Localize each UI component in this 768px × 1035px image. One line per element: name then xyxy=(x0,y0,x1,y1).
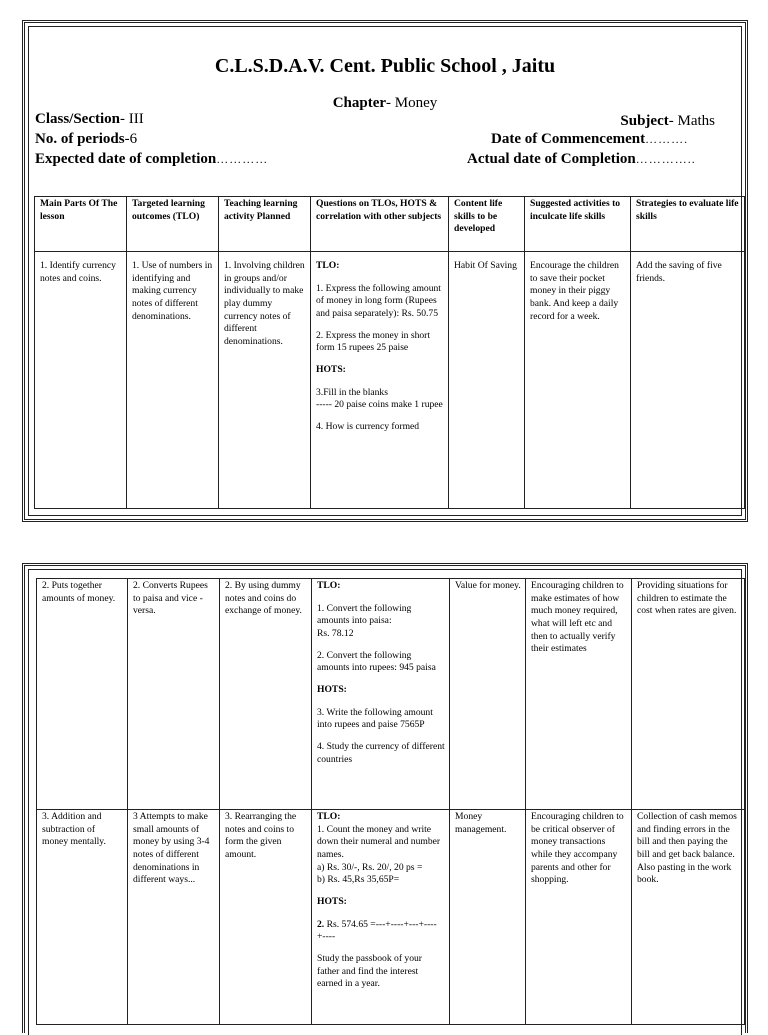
cell-activity: 3. Rearranging the notes and coins to form the given amount. xyxy=(220,810,312,1025)
question: 1. Convert the following amounts into paisa: xyxy=(317,602,412,627)
page-2 xyxy=(22,563,748,1033)
table-row xyxy=(37,810,745,1025)
page-1 xyxy=(22,20,748,522)
periods-label: No. of periods xyxy=(35,131,125,147)
header-tlo: Targeted learning outcomes (TLO) xyxy=(127,197,219,252)
class-label: Class/Section xyxy=(35,111,121,127)
question: 1. Express the following amount of money in long form (Rupees and paisa separately): Rs. 50.75 xyxy=(316,282,441,319)
chapter-line xyxy=(29,95,741,112)
question: a) Rs. 30/-, Rs. 20/, 20 ps = xyxy=(317,861,423,873)
class-section-line xyxy=(35,111,144,128)
periods-line xyxy=(35,131,137,148)
lesson-plan-table-continued xyxy=(36,578,745,1025)
tlo-label: TLO: xyxy=(317,580,341,591)
subject-value: - Maths xyxy=(668,113,715,129)
question: 4. Study the currency of different countries xyxy=(317,740,445,765)
commencement-dots: ………. xyxy=(645,132,689,146)
question: 2. Convert the following amounts into rupees: 945 paisa xyxy=(317,649,436,674)
header-life-skills: Content life skills to be developed xyxy=(449,197,525,252)
school-title: C.L.S.D.A.V. Cent. Public School , Jaitu xyxy=(214,55,556,77)
cell-life-skill: Value for money. xyxy=(450,579,526,810)
chapter-value: - Money xyxy=(386,95,438,111)
cell-questions xyxy=(312,579,450,810)
cell-main-part: 1. Identify currency notes and coins. xyxy=(35,252,127,509)
tlo-label: TLO: xyxy=(317,811,341,822)
lesson-plan-table xyxy=(34,196,745,509)
question: 2. Express the money in short form 15 rupees 25 paise xyxy=(316,329,431,354)
actual-completion-dots: ………….. xyxy=(635,152,696,166)
cell-life-skill: Money management. xyxy=(450,810,526,1025)
cell-activity: 2. By using dummy notes and coins do exchange of money. xyxy=(220,579,312,810)
table-row xyxy=(37,579,745,810)
cell-suggested-activity: Encourage the children to save their pocket money in their piggy bank. And keep a daily record for a week. xyxy=(525,252,631,509)
header-main-parts: Main Parts Of The lesson xyxy=(35,197,127,252)
cell-questions xyxy=(312,810,450,1025)
commencement-line xyxy=(491,131,688,148)
expected-completion-dots: ………… xyxy=(216,152,269,166)
question xyxy=(317,919,445,944)
subject-label: Subject xyxy=(620,113,669,129)
tlo-label: TLO: xyxy=(316,260,340,271)
cell-questions xyxy=(311,252,449,509)
question: 1. Count the money and write down their numeral and number names. xyxy=(317,823,441,860)
question-number: 2. xyxy=(317,918,325,930)
cell-strategy: Add the saving of five friends. xyxy=(631,252,745,509)
cell-tlo: 3 Attempts to make small amounts of money by using 3-4 notes of different denominations in different ways... xyxy=(128,810,220,1025)
commencement-label: Date of Commencement xyxy=(491,131,646,147)
page-2-frame xyxy=(28,569,742,1035)
question: Study the passbook of your father and find the interest earned in a year. xyxy=(317,952,422,990)
question-text: Rs. 574.65 =---+----+---+----+---- xyxy=(317,918,437,943)
cell-strategy: Providing situations for children to estimate the cost when rates are given. xyxy=(632,579,745,810)
cell-tlo: 1. Use of numbers in identifying and making currency notes of different denominations. xyxy=(127,252,219,509)
hots-label: HOTS: xyxy=(317,895,347,907)
subject-line xyxy=(620,113,715,130)
header-strategies: Strategies to evaluate life skills xyxy=(631,197,745,252)
chapter-label: Chapter xyxy=(332,95,387,111)
header-suggested-activities: Suggested activities to inculcate life skills xyxy=(525,197,631,252)
header-activity: Teaching learning activity Planned xyxy=(219,197,311,252)
question: 4. How is currency formed xyxy=(316,420,420,432)
table-header-row xyxy=(35,197,745,252)
question: b) Rs. 45,Rs 35,65P= xyxy=(317,874,400,886)
table-row xyxy=(35,252,745,509)
class-value: - III xyxy=(120,111,144,127)
cell-tlo: 2. Converts Rupees to paisa and vice - versa. xyxy=(128,579,220,810)
cell-suggested-activity: Encouraging children to be critical observer of money transactions while they accompany parents and other for shopping. xyxy=(526,810,632,1025)
cell-main-part: 3. Addition and subtraction of money mentally. xyxy=(37,810,128,1025)
periods-value: -6 xyxy=(124,131,138,147)
cell-main-part: 2. Puts together amounts of money. xyxy=(37,579,128,810)
question: Rs. 78.12 xyxy=(317,627,354,639)
expected-completion-line xyxy=(35,151,268,168)
expected-completion-label: Expected date of completion xyxy=(35,151,217,167)
question: ----- 20 paise coins make 1 rupee xyxy=(316,399,443,411)
cell-suggested-activity: Encouraging children to make estimates of how much money required, what will left etc and then to actually verify their estimates xyxy=(526,579,632,810)
cell-strategy: Collection of cash memos and finding errors in the bill and then paying the bill and get back balance. Also pasting in the work book. xyxy=(632,810,745,1025)
page-1-frame xyxy=(28,26,742,516)
question: 3.Fill in the blanks xyxy=(316,386,388,398)
cell-life-skill: Habit Of Saving xyxy=(449,252,525,509)
hots-label: HOTS: xyxy=(317,683,347,695)
header-questions: Questions on TLOs, HOTS & correlation with other subjects xyxy=(311,197,449,252)
question: 3. Write the following amount into rupees and paise 7565P xyxy=(317,706,433,731)
hots-label: HOTS: xyxy=(316,363,346,375)
cell-activity: 1. Involving children in groups and/or individually to make play dummy currency notes of different denominations. xyxy=(219,252,311,509)
actual-completion-label: Actual date of Completion xyxy=(467,151,636,167)
actual-completion-line xyxy=(467,151,696,168)
